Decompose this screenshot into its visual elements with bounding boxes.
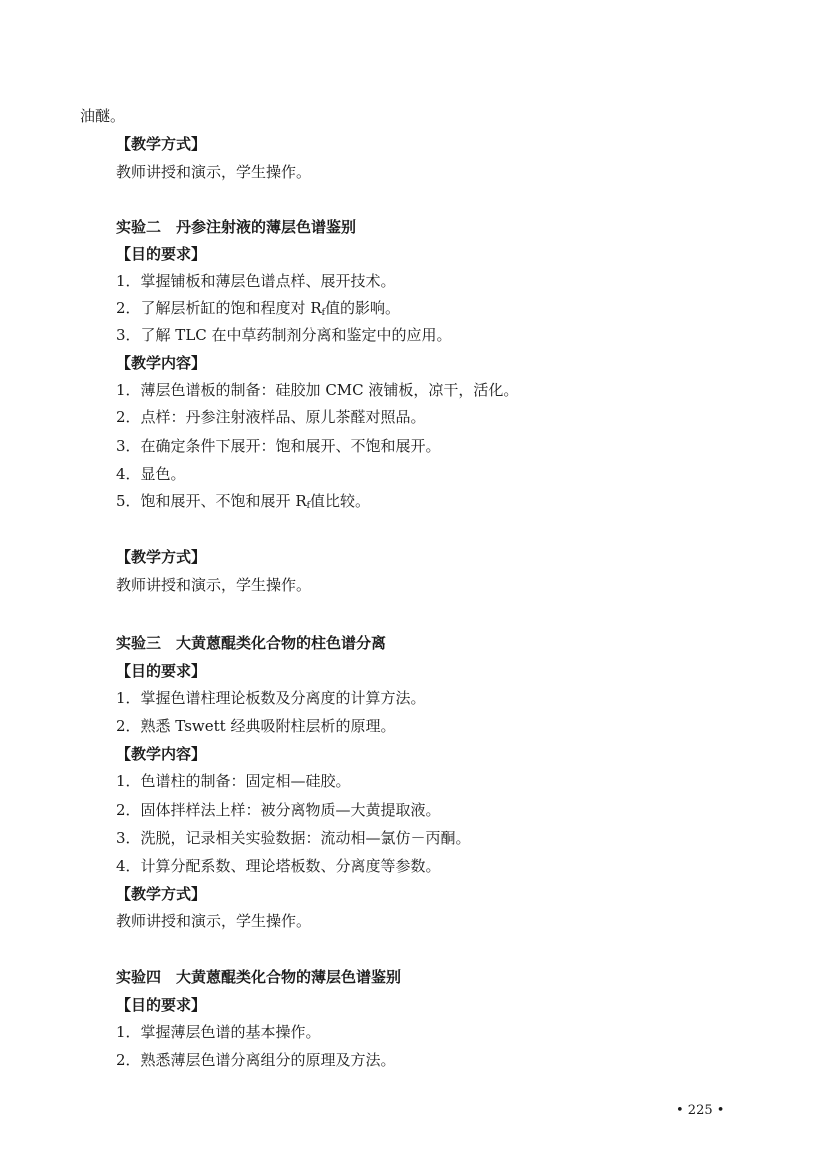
page-number: • 225 • (676, 1103, 725, 1118)
text-line (116, 967, 401, 987)
text-line (116, 575, 311, 595)
text-line (116, 911, 311, 931)
text-line (116, 716, 395, 736)
text-line (116, 744, 206, 764)
text-line (116, 688, 426, 708)
line-text: 1．掌握薄层色谱的基本操作。 (116, 1023, 321, 1041)
line-text: 1．薄层色谱板的制备：硅胶加 CMC 液铺板，凉干，活化。 (116, 381, 519, 399)
line-text: 2．熟悉薄层色谱分离组分的原理及方法。 (116, 1051, 396, 1069)
line-text: 【教学方式】 (116, 885, 207, 903)
text-line (116, 162, 311, 182)
line-text: 4．显色。 (116, 465, 186, 483)
line-text-tail: 值比较。 (309, 492, 370, 510)
text-line (116, 771, 351, 791)
line-text: 5．饱和展开、不饱和展开 R (116, 492, 307, 510)
line-text: 【教学内容】 (116, 354, 207, 372)
line-text: 【教学方式】 (116, 135, 207, 153)
line-text: 2．固体拌样法上样：被分离物质—大黄提取液。 (116, 801, 441, 819)
text-line (116, 325, 452, 345)
text-line (116, 353, 206, 373)
line-text: 教师讲授和演示，学生操作。 (116, 912, 312, 930)
line-text: 2．熟悉 Tswett 经典吸附柱层析的原理。 (116, 717, 396, 735)
line-text: 1．掌握色谱柱理论板数及分离度的计算方法。 (116, 689, 426, 707)
text-line (116, 547, 206, 567)
line-text: 教师讲授和演示，学生操作。 (116, 576, 312, 594)
text-line (116, 464, 186, 484)
text-line (116, 407, 426, 427)
line-text: 1．色谱柱的制备：固定相—硅胶。 (116, 772, 351, 790)
line-text: 2．点样：丹参注射液样品、原儿茶醛对照品。 (116, 408, 426, 426)
text-line (116, 995, 206, 1015)
line-text: 【目的要求】 (116, 245, 207, 263)
line-text: 实验三 大黄蒽醌类化合物的柱色谱分离 (116, 634, 387, 652)
line-text: 【教学内容】 (116, 745, 207, 763)
line-text: 2．了解层析缸的饱和程度对 R (116, 299, 322, 317)
text-line (116, 800, 441, 820)
text-line (116, 1022, 321, 1042)
text-line (116, 134, 206, 154)
line-text: 【教学方式】 (116, 548, 207, 566)
text-line (116, 1050, 396, 1070)
text-line (116, 661, 206, 681)
text-line (116, 491, 370, 516)
text-line (116, 436, 441, 456)
text-line (116, 217, 356, 237)
line-text: 3．在确定条件下展开：饱和展开、不饱和展开。 (116, 437, 441, 455)
text-line (116, 633, 386, 653)
line-text: 教师讲授和演示，学生操作。 (116, 163, 312, 181)
line-text: 4．计算分配系数、理论塔板数、分离度等参数。 (116, 857, 441, 875)
line-text: 实验二 丹参注射液的薄层色谱鉴别 (116, 218, 357, 236)
text-line (116, 380, 518, 400)
text-line (116, 884, 206, 904)
text-line (116, 298, 400, 323)
subscript: f (321, 308, 325, 318)
line-text: 3．了解 TLC 在中草药制剂分离和鉴定中的应用。 (116, 326, 452, 344)
text-line (116, 856, 441, 876)
line-text: 实验四 大黄蒽醌类化合物的薄层色谱鉴别 (116, 968, 402, 986)
subscript: f (306, 501, 310, 511)
line-text: 【目的要求】 (116, 662, 207, 680)
text-line (116, 271, 396, 291)
line-text: 油醚。 (80, 107, 126, 125)
text-line (116, 828, 471, 848)
line-text-tail: 值的影响。 (324, 299, 400, 317)
line-text: 【目的要求】 (116, 996, 207, 1014)
line-text: 1．掌握铺板和薄层色谱点样、展开技术。 (116, 272, 396, 290)
text-line (116, 244, 206, 264)
line-text: 3．洗脱，记录相关实验数据：流动相—氯仿－丙酮。 (116, 829, 471, 847)
text-line (80, 106, 125, 126)
